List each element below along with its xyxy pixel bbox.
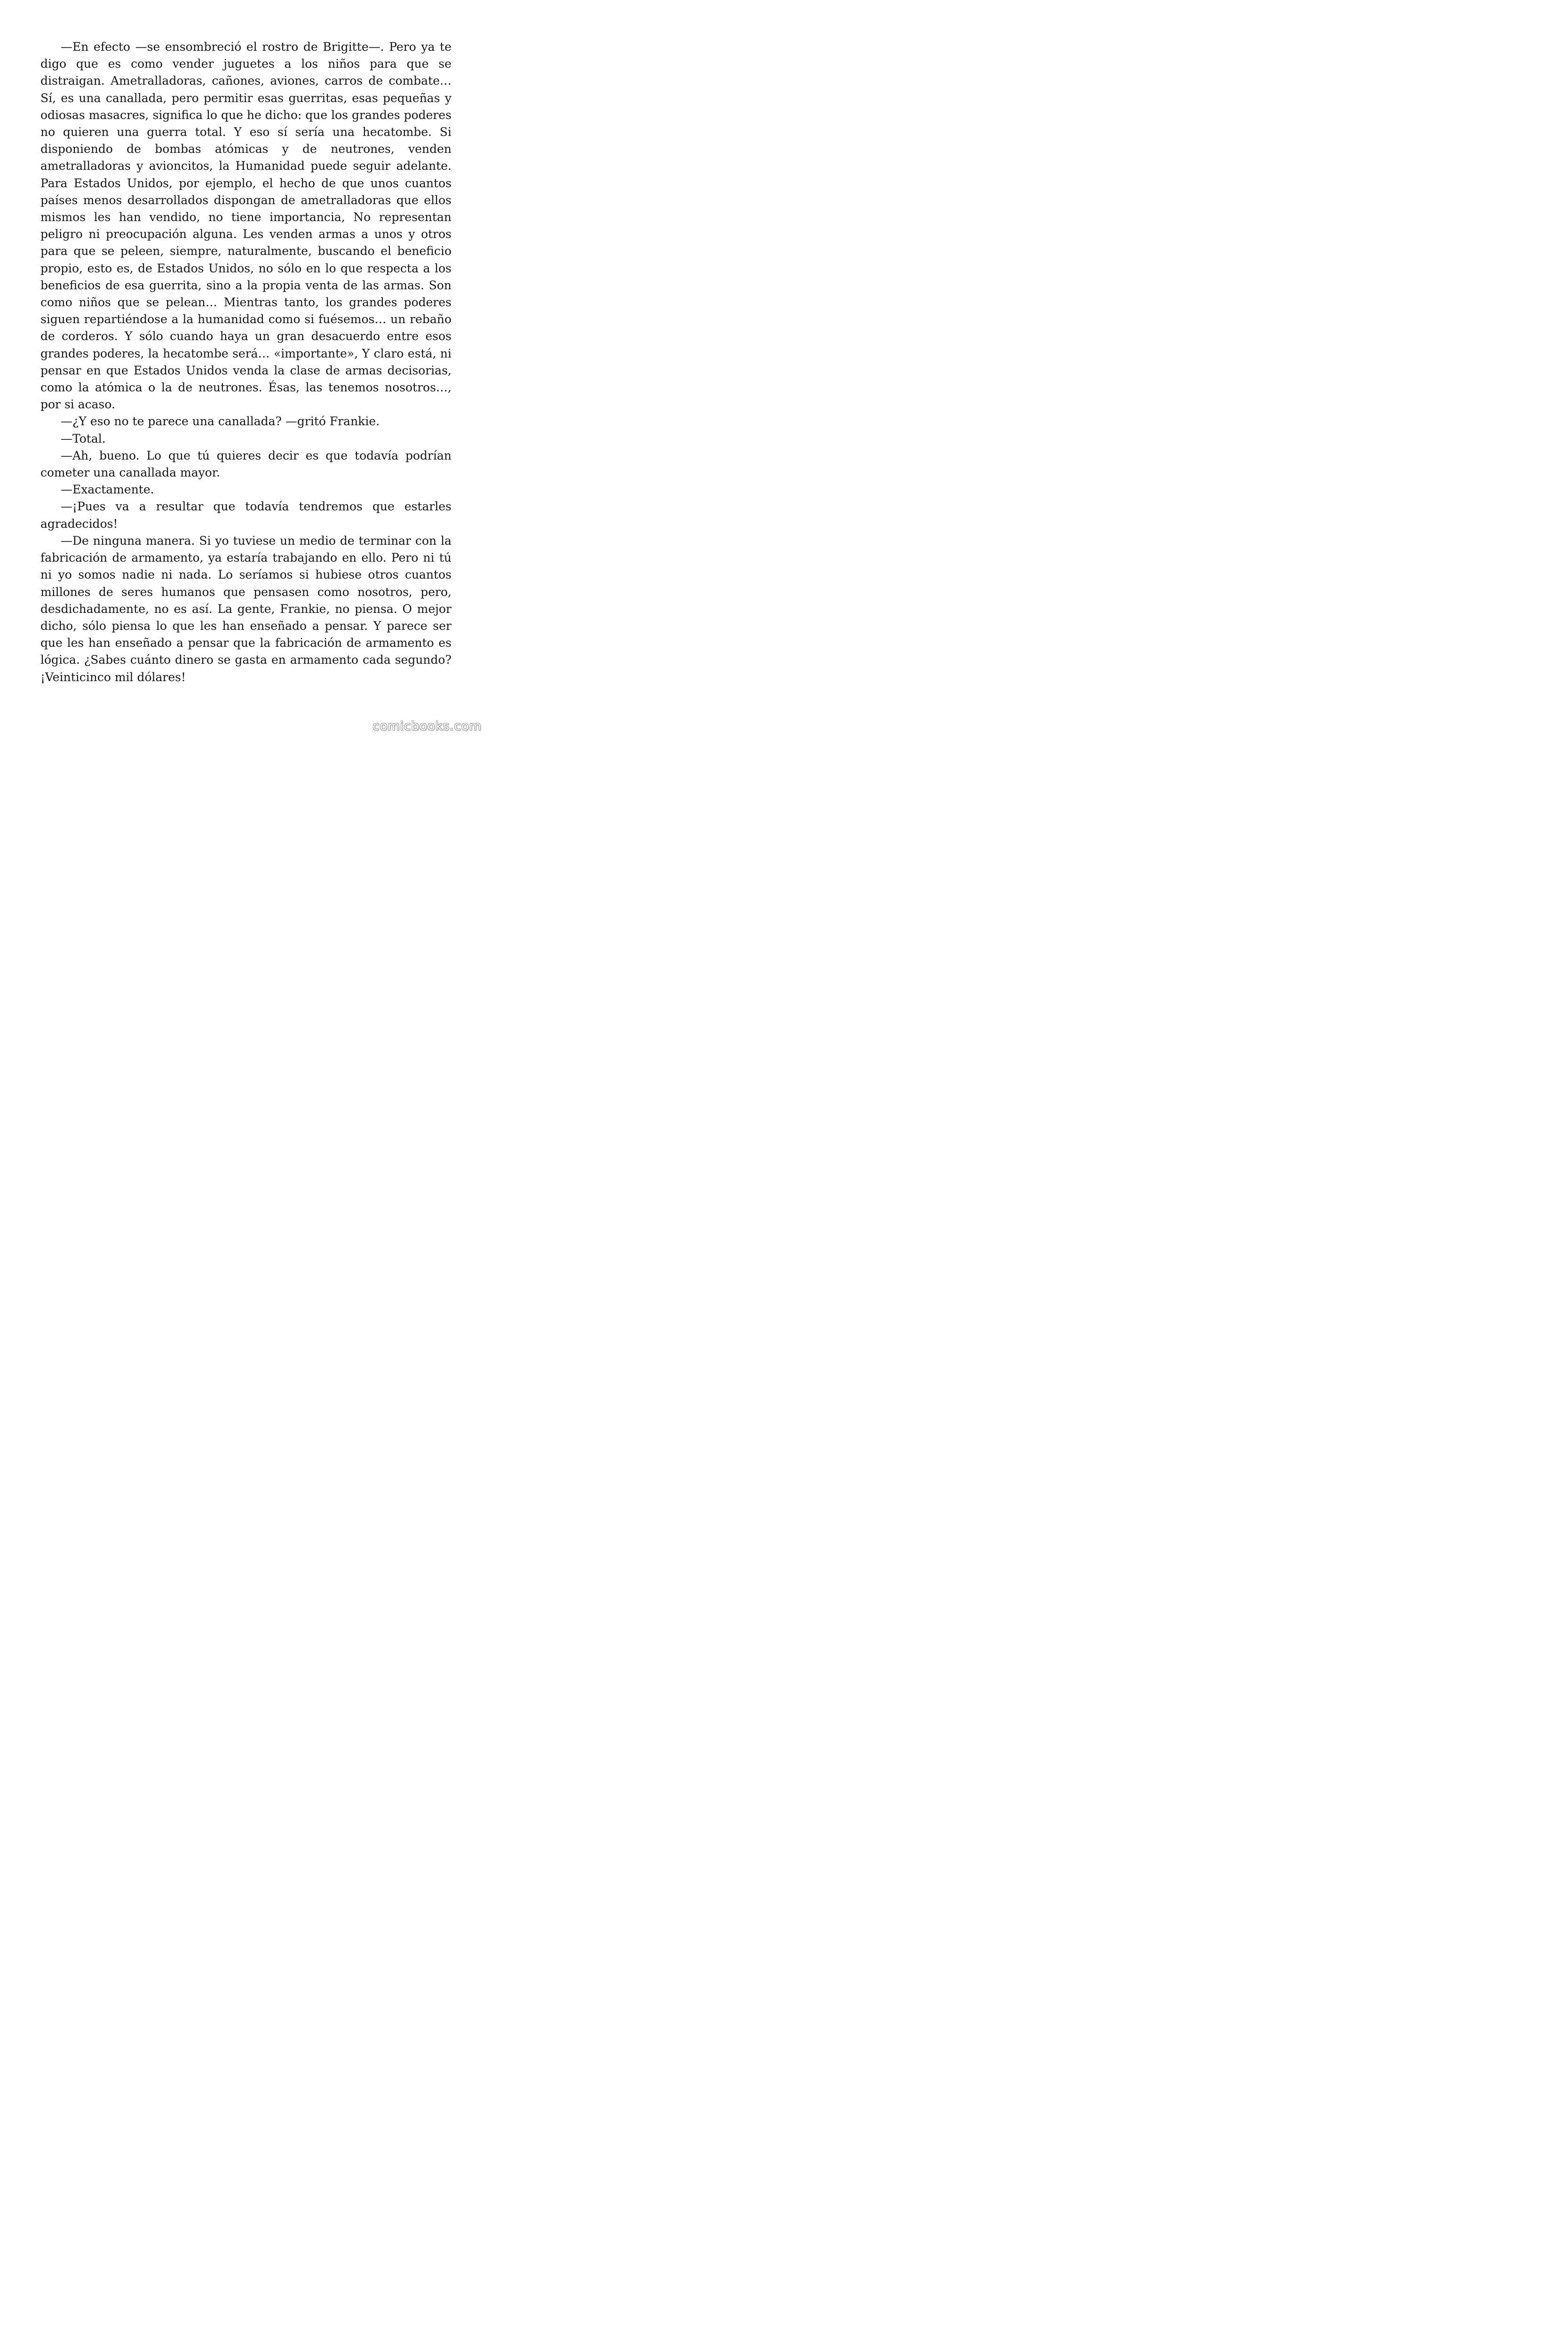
body-text [40, 39, 451, 686]
book-page [0, 0, 494, 741]
paragraph: —De ninguna manera. Si yo tuviese un medio de terminar con la fabricación de armamento, ya estaría trabajando en ello. Pero ni tú ni yo somos nadie ni nada. Lo seríamos si hubiese otros cuantos millones de seres humanos que pensasen como nosotros, pero, desdichadamente, no es así. La gente, Frankie, no piensa. O mejor dicho, sólo piensa lo que les han enseñado a pensar. Y parece ser que les han enseñado a pensar que la fabricación de armamento es lógica. ¿Sabes cuánto dinero se gasta en armamento cada segundo? ¡Veinticinco mil dólares! [40, 533, 451, 684]
paragraph: —En efecto —se ensombreció el rostro de Brigitte—. Pero ya te digo que es como vender juguetes a los niños para que se distraigan. Ametralladoras, cañones, aviones, carros de combate… Sí, es una canallada, pero permitir esas guerritas, esas pequeñas y odiosas masacres, significa lo que he dicho: que los grandes poderes no quieren una guerra total. Y eso sí sería una hecatombe. Si disponiendo de bombas atómicas y de neutrones, venden ametralladoras y avioncitos, la Humanidad puede seguir adelante. Para Estados Unidos, por ejemplo, el hecho de que unos cuantos países menos desarrollados dispongan de ametralladoras que ellos mismos les han vendido, no tiene importancia, No representan peligro ni preocupación alguna. Les venden armas a unos y otros para que se peleen, siempre, naturalmente, buscando el beneficio propio, esto es, de Estados Unidos, no sólo en lo que respecta a los beneficios de esa guerrita, sino a la propia venta de las armas. Son como niños que se pelean… Mientras tanto, los grandes poderes siguen repartiéndose a la humanidad como si fuésemos… un rebaño de corderos. Y sólo cuando haya un gran desacuerdo entre esos grandes poderes, la hecatombe será… «importante», Y claro está, ni pensar en que Estados Unidos venda la clase de armas decisorias, como la atómica o la de neutrones. Ésas, las tenemos nosotros…, por si acaso. [40, 40, 451, 412]
paragraph: —¿Y eso no te parece una canallada? —gritó Frankie. [61, 414, 380, 429]
watermark: comicbooks.com [372, 719, 482, 733]
paragraph: —Total. [61, 431, 106, 445]
paragraph: —¡Pues va a resultar que todavía tendremos que estarles agradecidos! [40, 500, 451, 531]
paragraph: —Ah, bueno. Lo que tú quieres decir es que todavía podrían cometer una canallada mayor. [40, 448, 451, 480]
paragraph: —Exactamente. [61, 483, 154, 497]
